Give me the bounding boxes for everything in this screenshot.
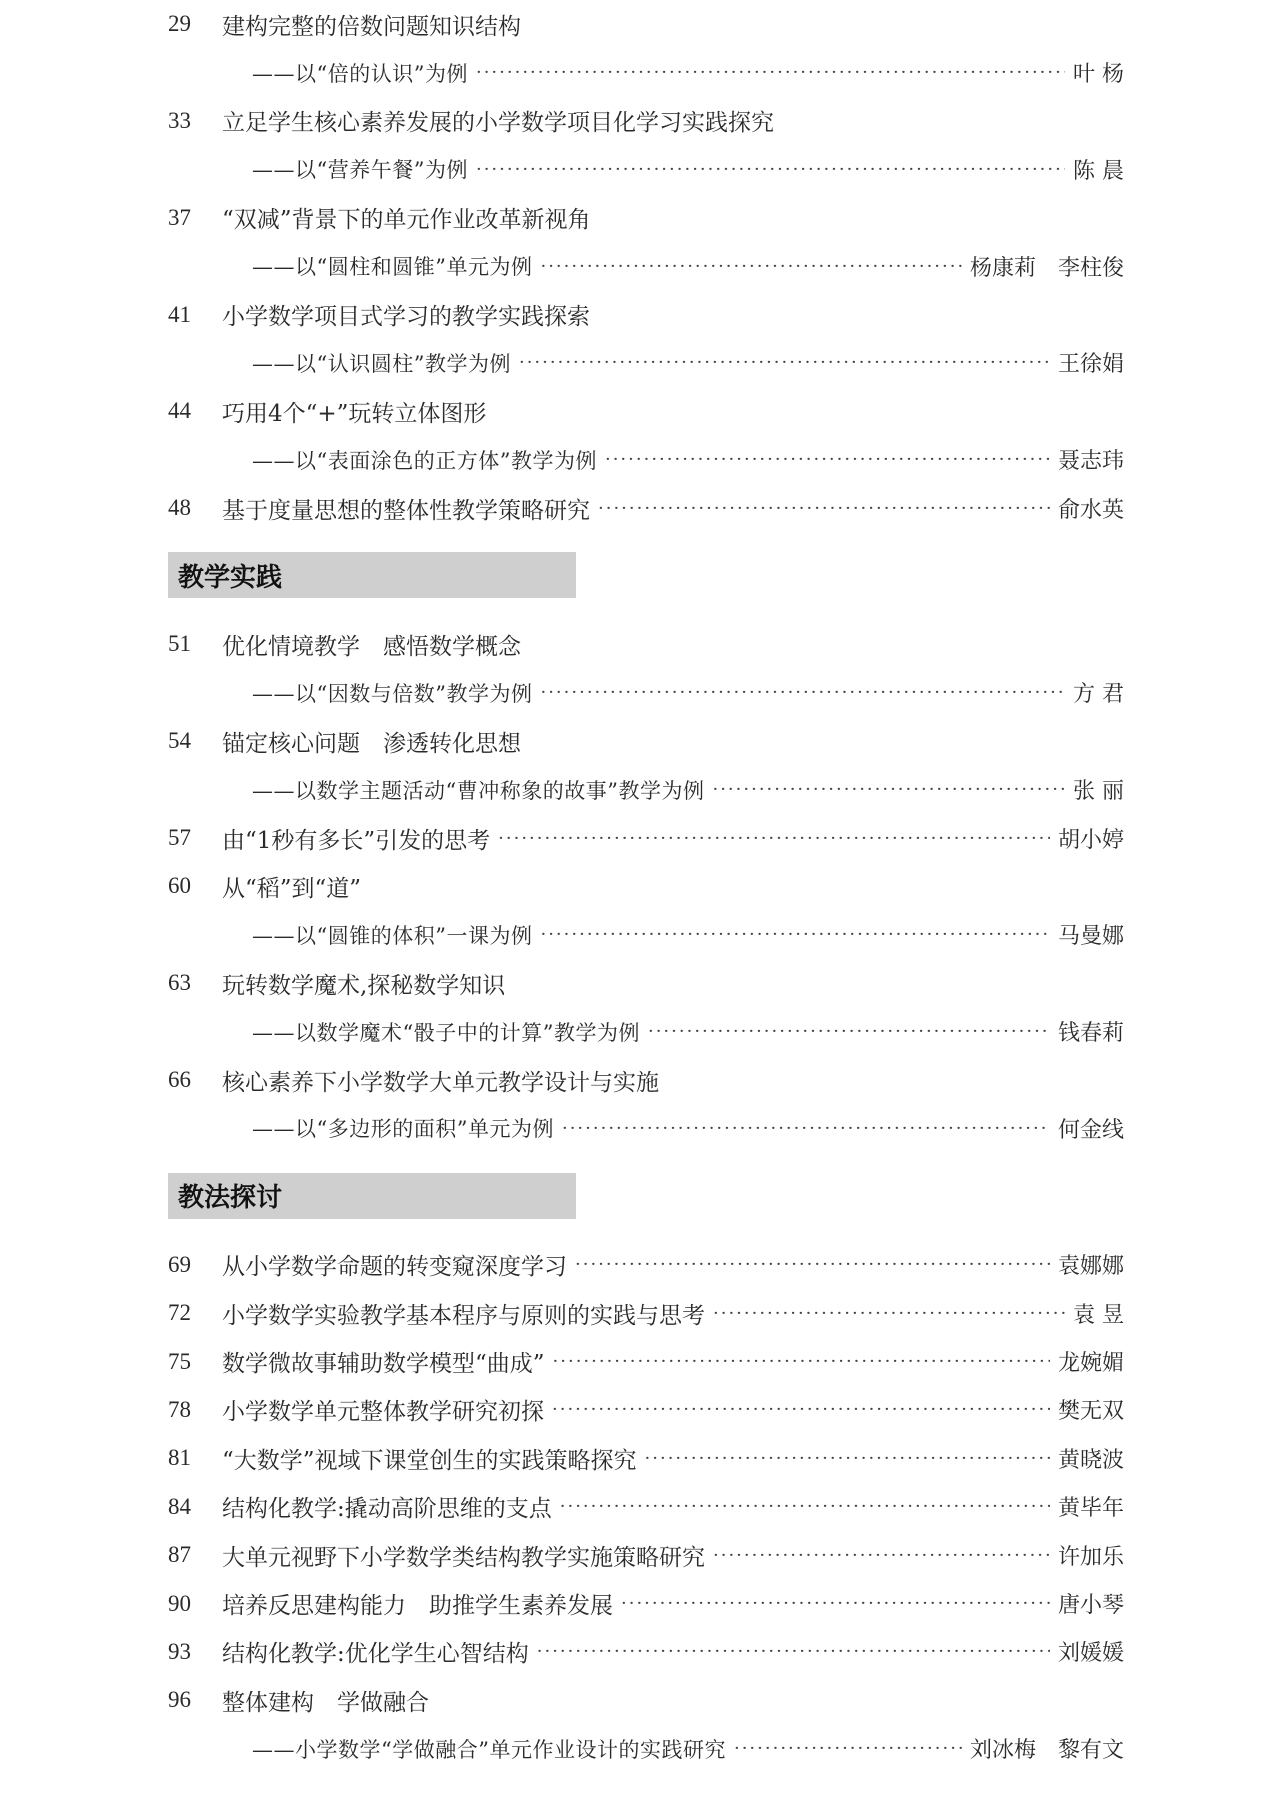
toc-entry[interactable]	[168, 387, 1124, 435]
page-number: 29	[168, 11, 191, 37]
entry-subtitle: ——以数学主题活动“曹冲称象的故事”教学为例	[252, 778, 705, 803]
section-header-teaching-practice	[168, 552, 576, 598]
page-number: 37	[168, 204, 191, 230]
dot-leader	[712, 779, 1065, 800]
entry-subtitle: ——以“因数与倍数”教学为例	[252, 681, 533, 706]
toc-entry[interactable]	[168, 1531, 1124, 1579]
section-header-teaching-methods	[168, 1173, 576, 1219]
page-number: 51	[168, 631, 191, 657]
toc-subtitle-line[interactable]	[168, 669, 1124, 717]
dot-leader	[562, 1118, 1050, 1139]
page-number: 57	[168, 825, 191, 851]
toc-subtitle-line[interactable]	[168, 1007, 1124, 1055]
entry-title: 结构化教学:优化学生心智结构	[222, 1641, 529, 1668]
toc-entry[interactable]	[168, 290, 1124, 338]
entry-title: 立足学生核心素养发展的小学数学项目化学习实践探究	[222, 110, 774, 137]
entry-title: 小学数学单元整体教学研究初探	[222, 1399, 544, 1426]
toc-entry[interactable]	[168, 1628, 1124, 1676]
toc-entry[interactable]	[168, 484, 1124, 532]
toc-group-1	[168, 0, 1124, 532]
entry-title: 优化情境教学 感悟数学概念	[222, 633, 521, 660]
toc-subtitle-line[interactable]	[168, 339, 1124, 387]
page-number: 75	[168, 1348, 191, 1374]
dot-leader	[540, 256, 962, 277]
page-number: 66	[168, 1067, 191, 1092]
entry-author: 马曼娜	[1057, 924, 1124, 950]
page-number: 54	[168, 728, 191, 754]
entry-author: 方 君	[1073, 682, 1124, 708]
entry-author: 刘冰梅 黎有文	[969, 1738, 1124, 1764]
dot-leader	[648, 1021, 1050, 1042]
entry-author: 王徐娟	[1057, 352, 1124, 378]
entry-title: 结构化教学:撬动高阶思维的支点	[222, 1496, 552, 1523]
entry-author: 黄毕年	[1057, 1496, 1124, 1522]
page-number: 44	[168, 398, 191, 424]
dot-leader	[598, 498, 1050, 519]
toc-entry[interactable]	[168, 97, 1124, 145]
page-number: 90	[168, 1590, 191, 1616]
page-number: 87	[168, 1542, 191, 1568]
dot-leader	[553, 1351, 1050, 1372]
entry-title: 玩转数学魔术,探秘数学知识	[222, 972, 506, 999]
entry-subtitle: ——以“多边形的面积”单元为例	[252, 1117, 554, 1142]
toc-entry[interactable]	[168, 1289, 1124, 1337]
dot-leader	[734, 1738, 962, 1759]
toc-subtitle-line[interactable]	[168, 145, 1124, 193]
dot-leader	[645, 1448, 1050, 1469]
page-number: 41	[168, 301, 191, 327]
toc-entry[interactable]	[168, 1386, 1124, 1434]
dot-leader	[537, 1641, 1050, 1662]
page-number: 60	[168, 873, 191, 899]
dot-leader	[540, 682, 1065, 703]
page-number: 81	[168, 1445, 191, 1471]
dot-leader	[560, 1496, 1050, 1517]
entry-author: 聂志玮	[1057, 449, 1124, 475]
entry-subtitle: ——以“圆锥的体积”一课为例	[252, 923, 533, 948]
toc-entry[interactable]	[168, 620, 1124, 668]
entry-title: 从“稻”到“道”	[222, 875, 362, 902]
toc-entry[interactable]	[168, 814, 1124, 862]
toc-subtitle-line[interactable]	[168, 242, 1124, 290]
entry-subtitle: ——以“认识圆柱”教学为例	[252, 351, 511, 376]
entry-author: 何金线	[1057, 1117, 1124, 1143]
page-number: 84	[168, 1493, 191, 1519]
toc-group-2	[168, 620, 1124, 1152]
dot-leader	[498, 828, 1050, 849]
section-title: 教法探讨	[178, 1183, 283, 1214]
toc-entry[interactable]	[168, 1241, 1124, 1289]
entry-author: 唐小琴	[1057, 1593, 1124, 1619]
dot-leader	[476, 159, 1065, 180]
entry-author: 许加乐	[1057, 1544, 1124, 1570]
entry-title: 从小学数学命题的转变窥深度学习	[222, 1254, 567, 1281]
toc-entry[interactable]	[168, 717, 1124, 765]
table-of-contents	[168, 0, 1124, 1773]
entry-subtitle: ——以“表面涂色的正方体”教学为例	[252, 448, 597, 473]
entry-title: 整体建构 学做融合	[222, 1689, 429, 1716]
entry-title: 巧用4个“+”玩转立体图形	[222, 400, 487, 427]
toc-group-3	[168, 1241, 1124, 1773]
dot-leader	[519, 352, 1050, 373]
entry-title: 小学数学实验教学基本程序与原则的实践与思考	[222, 1302, 705, 1329]
toc-subtitle-line[interactable]	[168, 436, 1124, 484]
dot-leader	[476, 62, 1065, 83]
page-number: 48	[168, 495, 191, 521]
page-number: 96	[168, 1687, 191, 1713]
entry-title: 由“1秒有多长”引发的思考	[222, 827, 491, 854]
entry-author: 陈 晨	[1073, 158, 1124, 184]
page-number: 33	[168, 107, 191, 133]
dot-leader	[575, 1254, 1050, 1275]
toc-entry[interactable]	[168, 862, 1124, 910]
toc-entry[interactable]	[168, 1676, 1124, 1724]
section-title: 教学实践	[178, 562, 283, 593]
entry-title: “双减”背景下的单元作业改革新视角	[222, 207, 591, 234]
toc-entry[interactable]	[168, 0, 1124, 48]
entry-author: 黄晓波	[1057, 1447, 1124, 1473]
toc-subtitle-line[interactable]	[168, 1104, 1124, 1152]
dot-leader	[540, 924, 1050, 945]
toc-entry[interactable]	[168, 959, 1124, 1007]
entry-title: 基于度量思想的整体性教学策略研究	[222, 497, 590, 524]
entry-subtitle: ——小学数学“学做融合”单元作业设计的实践研究	[252, 1737, 726, 1762]
entry-author: 叶 杨	[1073, 62, 1124, 88]
entry-author: 钱春莉	[1057, 1021, 1124, 1047]
toc-entry[interactable]	[168, 1434, 1124, 1482]
entry-title: 数学微故事辅助数学模型“曲成”	[222, 1351, 545, 1378]
toc-entry[interactable]	[168, 1483, 1124, 1531]
dot-leader	[713, 1303, 1065, 1324]
entry-title: 核心素养下小学数学大单元教学设计与实施	[222, 1069, 659, 1096]
page-number: 69	[168, 1251, 191, 1277]
toc-subtitle-line[interactable]	[168, 1725, 1124, 1773]
entry-title: 培养反思建构能力 助推学生素养发展	[222, 1593, 613, 1620]
entry-subtitle: ——以“倍的认识”为例	[252, 61, 468, 86]
entry-subtitle: ——以“营养午餐”为例	[252, 158, 468, 183]
toc-entry[interactable]	[168, 1337, 1124, 1385]
entry-title: 小学数学项目式学习的教学实践探索	[222, 304, 590, 331]
toc-subtitle-line[interactable]	[168, 48, 1124, 96]
page-number: 63	[168, 970, 191, 996]
toc-subtitle-line[interactable]	[168, 765, 1124, 813]
entry-title: 锚定核心问题 渗透转化思想	[222, 730, 521, 757]
entry-author: 胡小婷	[1057, 827, 1124, 853]
toc-entry[interactable]	[168, 1579, 1124, 1627]
toc-entry[interactable]	[168, 1056, 1124, 1104]
dot-leader	[605, 449, 1050, 470]
page-number: 78	[168, 1396, 191, 1422]
entry-author: 张 丽	[1073, 779, 1124, 805]
entry-author: 杨康莉 李柱俊	[969, 255, 1124, 281]
entry-title: 大单元视野下小学数学类结构教学实施策略研究	[222, 1544, 705, 1571]
toc-subtitle-line[interactable]	[168, 911, 1124, 959]
dot-leader	[713, 1545, 1050, 1566]
entry-subtitle: ——以“圆柱和圆锥”单元为例	[252, 255, 533, 280]
dot-leader	[621, 1593, 1050, 1614]
entry-author: 袁 昱	[1073, 1302, 1124, 1328]
entry-author: 刘媛媛	[1057, 1641, 1124, 1667]
entry-author: 樊无双	[1057, 1399, 1124, 1425]
page-number: 72	[168, 1300, 191, 1326]
toc-entry[interactable]	[168, 194, 1124, 242]
entry-author: 龙婉媚	[1057, 1351, 1124, 1377]
entry-subtitle: ——以数学魔术“骰子中的计算”教学为例	[252, 1020, 640, 1045]
entry-author: 俞水英	[1057, 497, 1124, 523]
entry-title: 建构完整的倍数问题知识结构	[222, 13, 521, 40]
entry-title: “大数学”视域下课堂创生的实践策略探究	[222, 1447, 637, 1474]
dot-leader	[552, 1399, 1050, 1420]
page-number: 93	[168, 1638, 191, 1664]
entry-author: 袁娜娜	[1057, 1254, 1124, 1280]
